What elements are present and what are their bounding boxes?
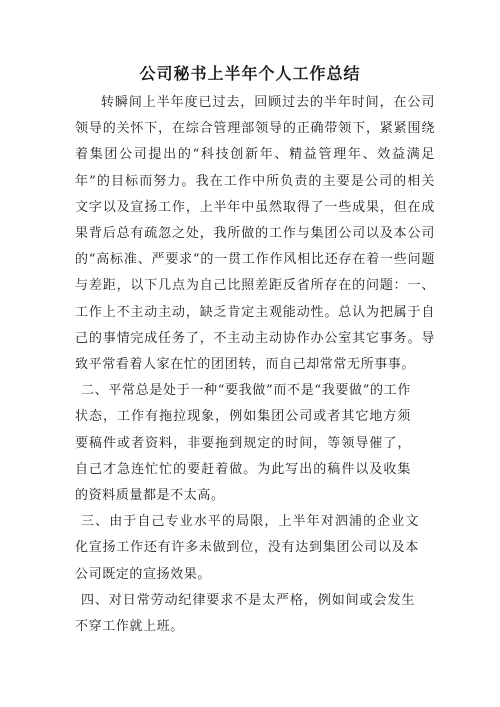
paragraph-1: 转瞬间上半年度已过去，回顾过去的半年时间，在公司领导的关怀下，在综合管理部领导的正确带领下，紧紧围绕着集团公司提出的“科技创新年、精益管理年、效益满足年”的目标而努力。我在工作中所负责的主要是公司的相关文字以及宣扬工作，上半年中虽然取得了一些成果，但在成果背后总有疏忽之处，我所做的工作与集团公司以及本公司的“高标准、严要求”的一贯工作作风相比还存在着一些问题与差距，以下几点为自己比照差距反省所存在的问题：一、工作上不主动主动，缺乏肯定主观能动性。总认为把属于自己的事情完成任务了，不主动主动协作办公室其它事务。导致平常看着人家在忙的团团转，而自己却常常无所事事。 xyxy=(75,95,435,373)
document-title: 公司秘书上半年个人工作总结 xyxy=(139,64,361,83)
paragraph-3: 三、由于自己专业水平的局限，上半年对泗浦的企业文化宣扬工作还有许多未做到位，没有达到集团公司以及本公司既定的宣扬效果。 xyxy=(75,514,419,582)
paragraph-2: 二、平常总是处于一种“要我做”而不是“我要做”的工作状态，工作有拖拉现象，例如集团公司或者其它地方须要稿件或者资料，非要拖到规定的时间，等领导催了，自己才急连忙忙的要赶着做。为此写出的稿件以及收集的资料质量都是不太高。 xyxy=(75,383,411,504)
paragraph-4: 四、对日常劳动纪律要求不是太严格，例如间或会发生不穿工作就上班。 xyxy=(75,592,415,635)
document-body xyxy=(75,90,435,640)
